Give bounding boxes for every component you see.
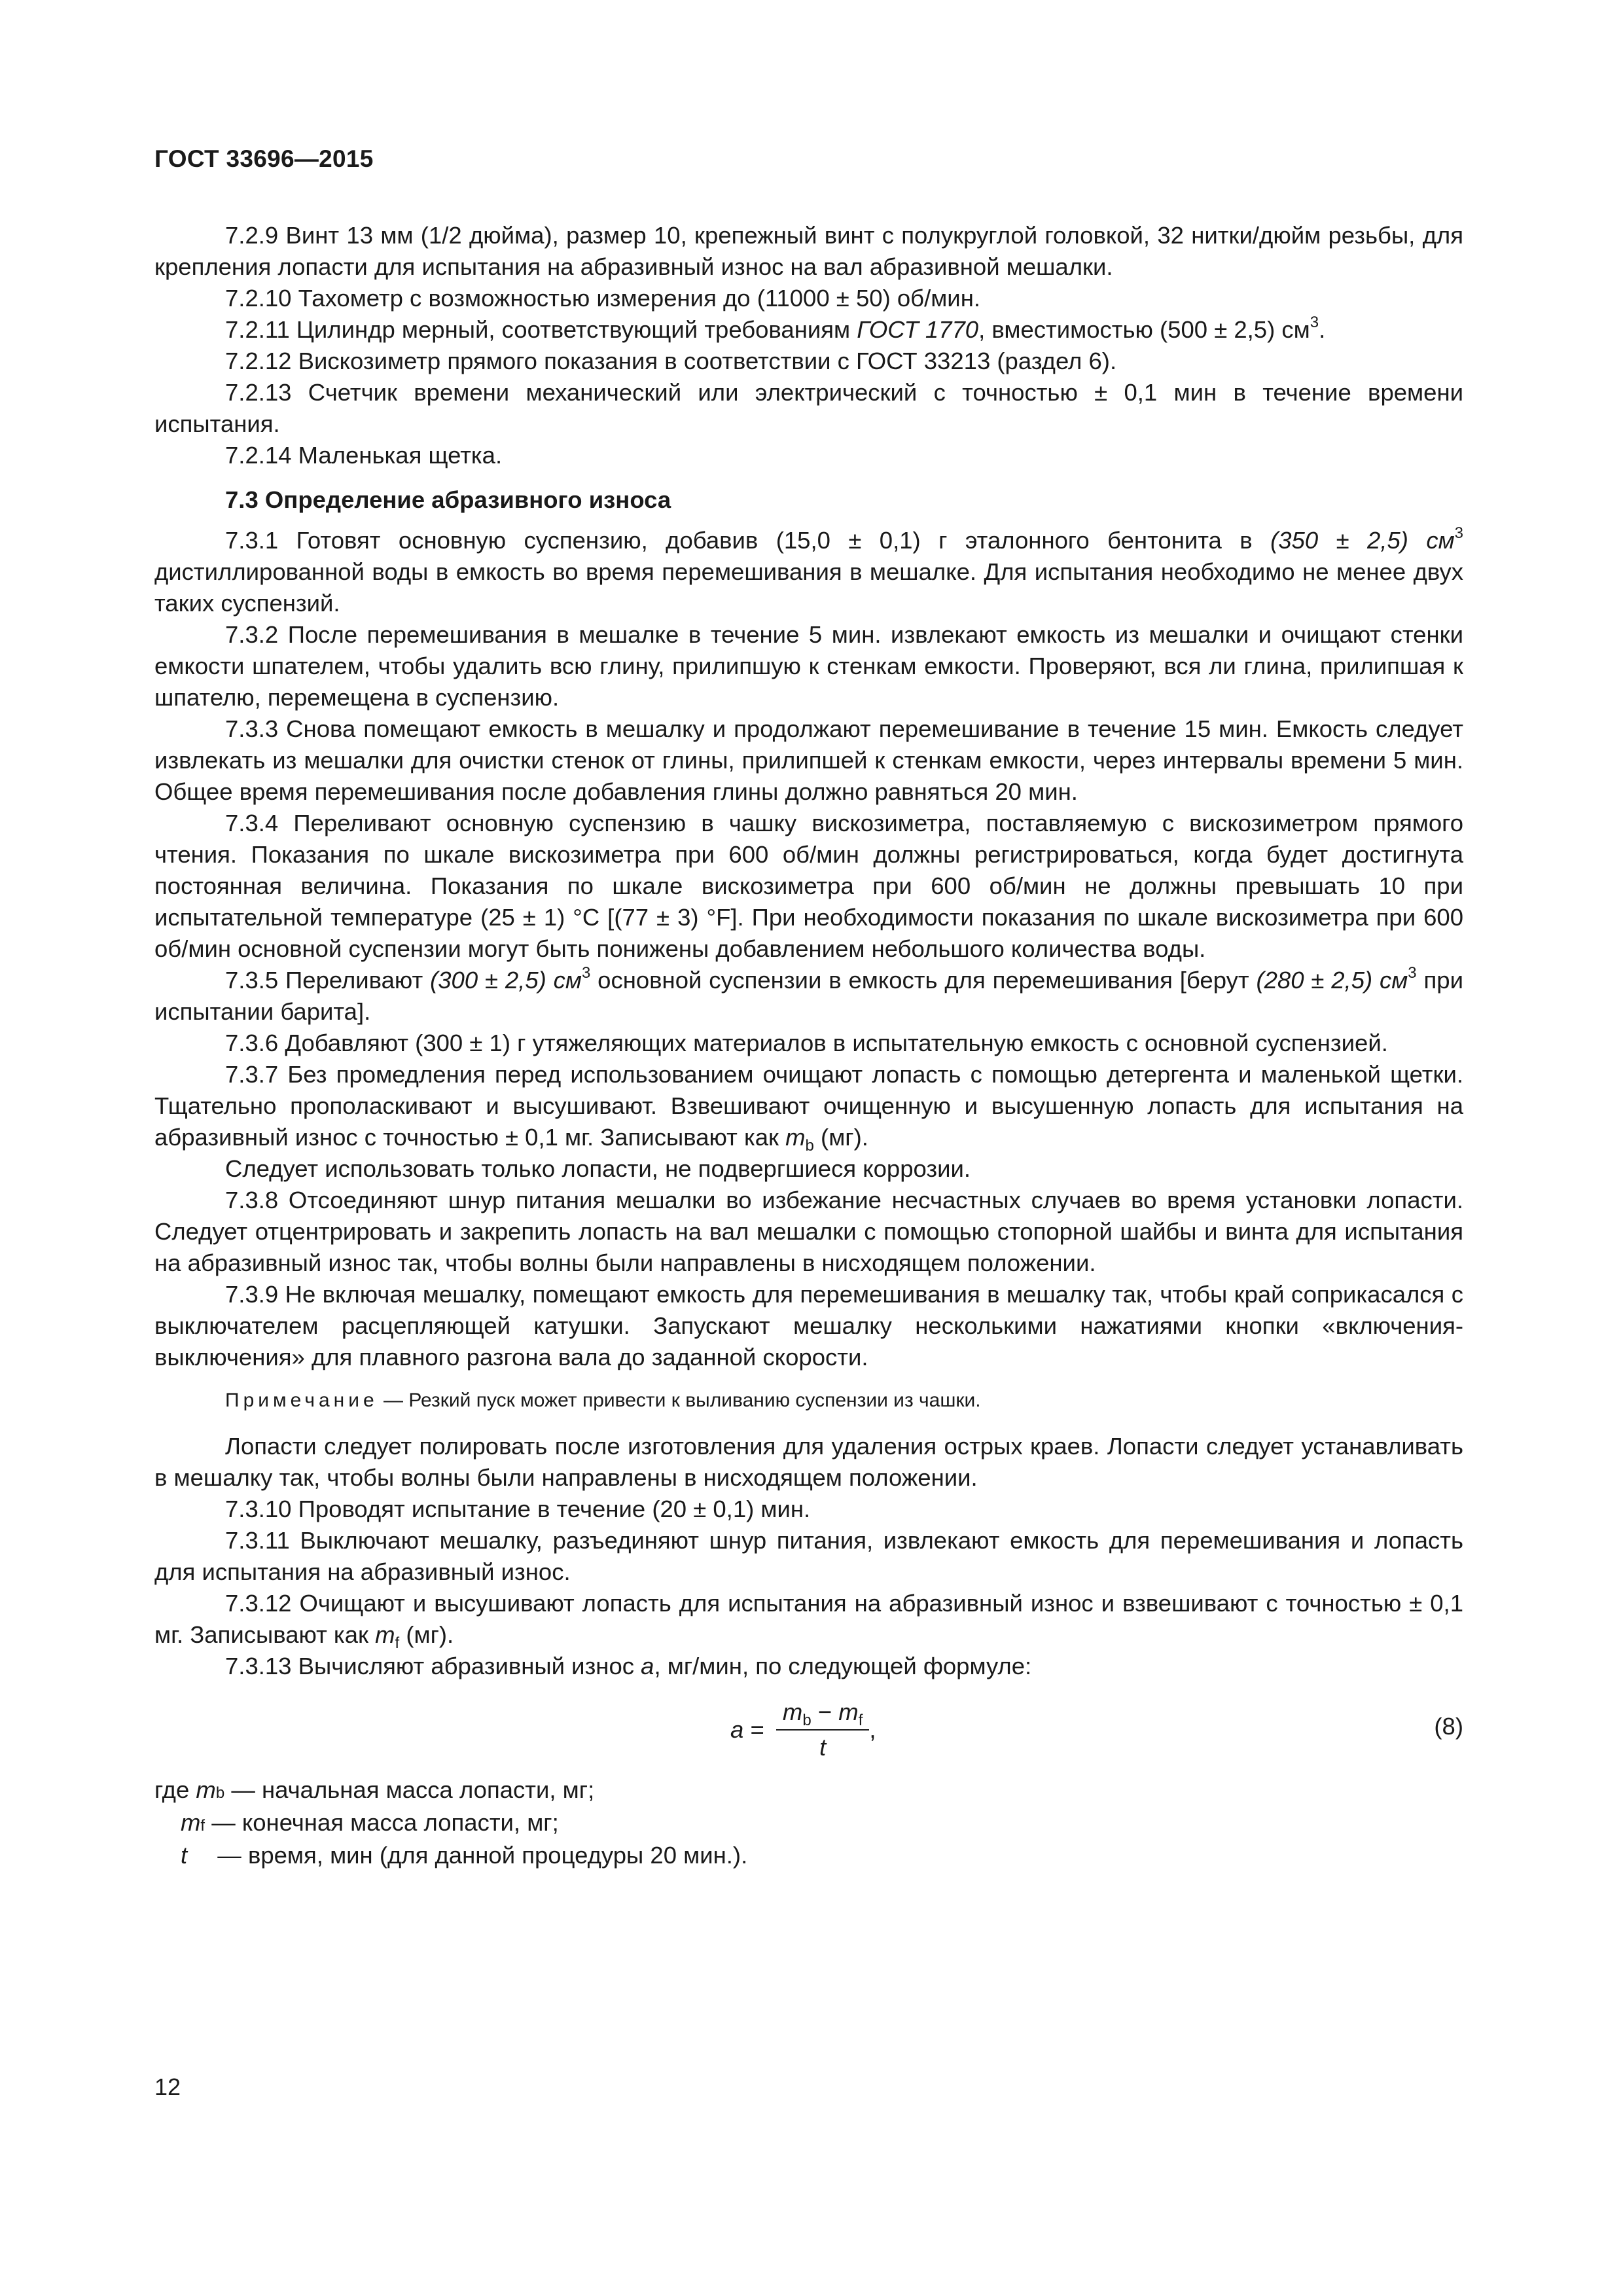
legend-item-mb: где m b — начальная масса лопасти, мг; — [154, 1776, 595, 1803]
paragraph-7-3-1: 7.3.1 Готовят основную суспензию, добавив (15,0 ± 0,1) г эталонного бентонита в (350 ± 2,5) $см^3$ дистиллированной воды в емкость во время перемешивания в мешалке. Для испытания необходимо не менее двух таких суспензий. — [154, 524, 1463, 617]
note — [225, 1388, 1463, 1414]
note-text: — Резкий пуск может привести к выливанию суспензии из чашки. — [378, 1390, 981, 1411]
legend-item-t: t — время, мин (для данной процедуры 20 мин.). — [181, 1842, 748, 1869]
paragraph-7-2-12: 7.2.12 Вискозиметр прямого показания в соответствии с ГОСТ 33213 (раздел 6). — [225, 348, 1117, 374]
paragraph-7-3-12: 7.3.12 Очищают и высушивают лопасть для испытания на абразивный износ и взвешивают с точностью ± 0,1 мг. Записывают как $m_f$ (мг). — [154, 1590, 1463, 1652]
formula-fraction — [776, 1698, 869, 1762]
standard-reference: ГОСТ 1770 — [857, 316, 979, 343]
paragraph-7-3-7: 7.3.7 Без промедления перед использованием очищают лопасть с помощью детергента и маленькой щетки. Тщательно прополаскивают и высушивают. Взвешивают очищенную и высушенную лопасть для испытания на абразивный износ с точностью ± 0,1 мг. Записывают как $m_b$ (мг). — [154, 1061, 1463, 1155]
paragraph-7-3-13: 7.3.13 Вычисляют абразивный износ a, мг/мин, по следующей формуле: — [225, 1653, 1032, 1679]
formula-8 — [154, 1693, 1463, 1770]
document-body — [154, 220, 1463, 1872]
paragraph-7-3-10: 7.3.10 Проводят испытание в течение (20 ± 0,1) мин. — [225, 1496, 811, 1522]
paragraph-7-2-9: 7.2.9 Винт 13 мм (1/2 дюйма), размер 10, крепежный винт с полукруглой головкой, 32 нитки/дюйм резьбы, для крепления лопасти для испытания на абразивный износ на вал абразивной мешалки. — [154, 222, 1463, 280]
paragraph-7-2-10: 7.2.10 Тахометр с возможностью измерения до (11000 ± 50) об/мин. — [225, 285, 980, 312]
equation-number: (8) — [1434, 1713, 1463, 1740]
paragraph-7-3-8: 7.3.8 Отсоединяют шнур питания мешалки во избежание несчастных случаев во время установки лопасти. Следует отцентрировать и закрепить лопасть на вал мешалки с помощью стопорной шайбы и винта для испытания на абразивный износ так, чтобы волны были направлены в нисходящем положении. — [154, 1187, 1463, 1276]
paragraph-7-3-11: 7.3.11 Выключают мешалку, разъединяют шнур питания, извлекают емкость для перемешивания и лопасть для испытания на абразивный износ. — [154, 1527, 1463, 1585]
page-number: 12 — [154, 2073, 181, 2100]
formula-legend — [154, 1774, 1463, 1872]
note-label: Примечание — [225, 1390, 378, 1411]
paragraph-7-3-6: 7.3.6 Добавляют (300 ± 1) г утяжеляющих материалов в испытательную емкость с основной суспензией. — [225, 1030, 1388, 1056]
paragraph-corrosion: Следует использовать только лопасти, не подвергшиеся коррозии. — [225, 1155, 971, 1182]
section-heading-7-3: 7.3 Определение абразивного износа — [225, 486, 671, 513]
formula-expression: a = $\frac{m_b - m_f}{t}$ , — [730, 1698, 876, 1761]
paragraph-polishing: Лопасти следует полировать после изготовления для удаления острых краев. Лопасти следует устанавливать в мешалку так, чтобы волны были направлены в нисходящем положении. — [154, 1433, 1463, 1491]
formula-denominator: t — [819, 1734, 827, 1761]
paragraph-7-2-14: 7.2.14 Маленькая щетка. — [225, 442, 503, 469]
paragraph-7-3-3: 7.3.3 Снова помещают емкость в мешалку и продолжают перемешивание в течение 15 мин. Емкость следует извлекать из мешалки для очистки стенок от глины, прилипшей к стенкам емкости, через интервалы времени 5 мин. Общее время перемешивания после добавления глины должно равняться 20 мин. — [154, 715, 1463, 805]
formula-numerator: $m_b - m_f$ — [776, 1698, 869, 1731]
paragraph-7-2-11: 7.2.11 Цилиндр мерный, соответствующий требованиям ГОСТ 1770, вместимостью (500 ± 2,5) $см^3$. — [225, 314, 1326, 343]
paragraph-7-2-13: 7.2.13 Счетчик времени механический или электрический с точностью ± 0,1 мин в течение времени испытания. — [154, 379, 1463, 437]
paragraph-7-3-5: 7.3.5 Переливают (300 ± 2,5) $см^3$ основной суспензии в емкость для перемешивания [берут (280 ± 2,5) $см^3$ при испытании барита]. — [154, 964, 1463, 1025]
paragraph-7-3-2: 7.3.2 После перемешивания в мешалке в течение 5 мин. извлекают емкость из мешалки и очищают стенки емкости шпателем, чтобы удалить всю глину, прилипшую к стенкам емкости. Проверяют, вся ли глина, прилипшая к шпателю, перемещена в суспензию. — [154, 621, 1463, 711]
paragraph-7-3-9: 7.3.9 Не включая мешалку, помещают емкость для перемешивания в мешалку так, чтобы край соприкасался с выключателем расцепляющей катушки. Запускают мешалку несколькими нажатиями кнопки «включения-выключения» для плавного разгона вала до заданной скорости. — [154, 1281, 1463, 1371]
paragraph-7-3-4: 7.3.4 Переливают основную суспензию в чашку вискозиметра, поставляемую с вискозиметром прямого чтения. Показания по шкале вискозиметра при 600 об/мин должны регистрироваться, когда будет достигнута постоянная величина. Показания по шкале вискозиметра при 600 об/мин не должны превышать 10 при испытательной температуре (25 ± 1) °C [(77 ± 3) °F]. При необходимости показания по шкале вискозиметра при 600 об/мин основной суспензии могут быть понижены добавлением небольшого количества воды. — [154, 810, 1463, 962]
document-code-header: ГОСТ 33696—2015 — [154, 145, 374, 172]
legend-item-mf: m f — конечная масса лопасти, мг; — [181, 1809, 559, 1836]
